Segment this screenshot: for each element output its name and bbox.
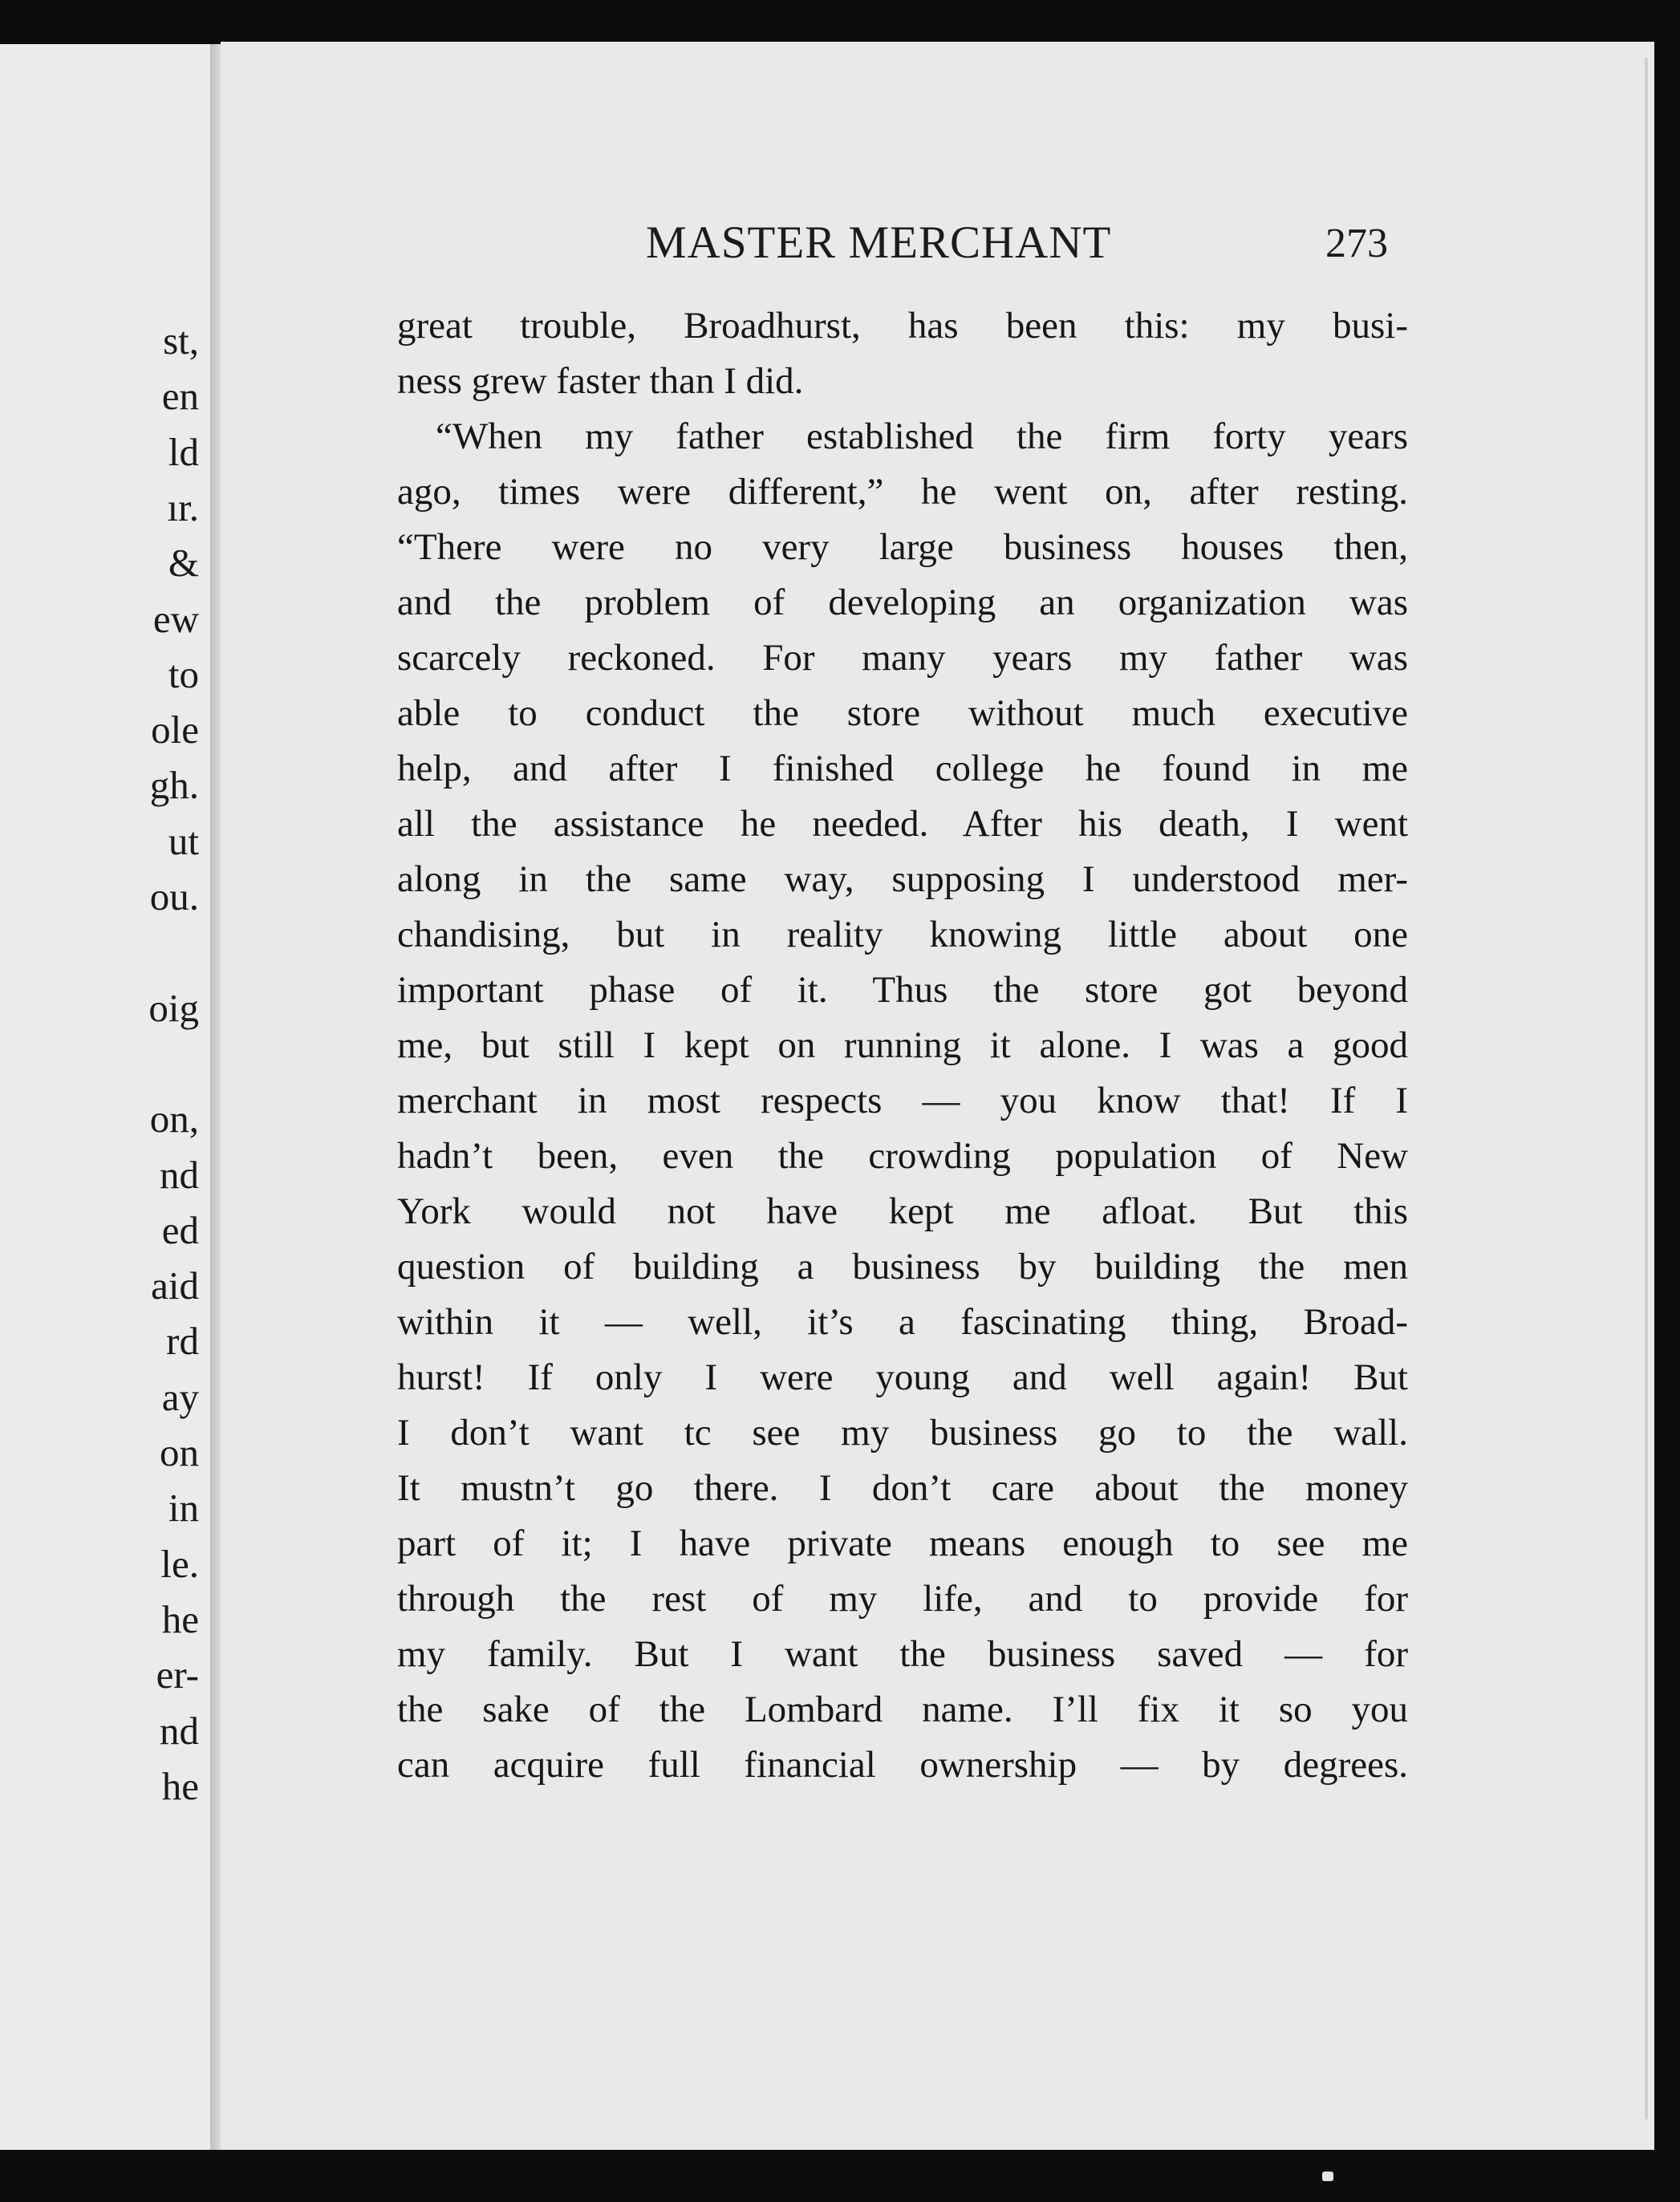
left-page-line-fragment: er- <box>156 1653 199 1697</box>
text-line: within it — well, it’s a fascinating thing, Broad- <box>397 1301 1408 1343</box>
text-line: chandising, but in reality knowing little about one <box>397 914 1408 955</box>
text-line: hurst! If only I were young and well again! But <box>397 1356 1408 1398</box>
right-page <box>221 42 1655 2150</box>
text-line: It mustn’t go there. I don’t care about the money <box>397 1467 1408 1509</box>
left-page-line-fragment: to <box>168 652 199 696</box>
page-edge <box>1645 58 1648 2119</box>
text-line: and the problem of developing an organization was <box>397 582 1408 623</box>
left-page-line-fragment: nd <box>160 1153 199 1197</box>
text-line: York would not have kept me afloat. But this <box>397 1190 1408 1232</box>
left-page-line-fragment: ld <box>168 430 199 474</box>
text-line: can acquire full financial ownership — by degrees. <box>397 1744 1408 1786</box>
left-page-line-fragment: on, <box>149 1097 199 1141</box>
left-page-line-fragment: & <box>168 541 199 585</box>
scan-speck <box>1322 2172 1333 2181</box>
text-line: important phase of it. Thus the store got beyond <box>397 969 1408 1011</box>
left-page-line-fragment: rd <box>166 1319 199 1363</box>
left-page-line-fragment: in <box>168 1486 199 1530</box>
text-line: hadn’t been, even the crowding population of New <box>397 1135 1408 1177</box>
left-page-line-fragment: nd <box>160 1709 199 1753</box>
scan-bottom-border <box>0 2150 1680 2202</box>
left-page-line-fragment: le. <box>160 1542 199 1586</box>
text-line: able to conduct the store without much executive <box>397 692 1408 734</box>
left-page-line-fragment: he <box>161 1764 199 1808</box>
text-line: “There were no very large business houses then, <box>397 526 1408 568</box>
left-page-line-fragment: on <box>160 1430 199 1474</box>
left-page-line-fragment: ay <box>161 1375 199 1419</box>
text-line: along in the same way, supposing I understood mer- <box>397 858 1408 900</box>
text-line: merchant in most respects — you know that! If I <box>397 1080 1408 1121</box>
text-line: great trouble, Broadhurst, has been this: my busi- <box>397 305 1408 347</box>
left-page-line-fragment: ed <box>161 1208 199 1252</box>
left-page-line-fragment: ole <box>151 708 199 752</box>
left-page-line-fragment: aid <box>151 1263 199 1308</box>
text-line: I don’t want tc see my business go to the wall. <box>397 1412 1408 1454</box>
text-line: help, and after I finished college he found in me <box>397 748 1408 789</box>
left-page-line-fragment: en <box>161 374 199 418</box>
text-line: the sake of the Lombard name. I’ll fix it so you <box>397 1689 1408 1730</box>
text-line: all the assistance he needed. After his death, I went <box>397 803 1408 845</box>
text-line: ago, times were different,” he went on, after resting. <box>397 471 1408 513</box>
text-line: question of building a business by building the men <box>397 1246 1408 1288</box>
left-page <box>0 44 217 2150</box>
left-page-line-fragment: st, <box>163 318 199 363</box>
left-page-line-fragment: he <box>161 1597 199 1641</box>
left-page-line-fragment: ut <box>168 819 199 863</box>
left-page-line-fragment: ır. <box>167 485 199 529</box>
running-head: MASTER MERCHANT <box>646 217 1112 268</box>
scan-right-border <box>1654 0 1680 2202</box>
text-line: ness grew faster than I did. <box>397 360 804 402</box>
text-line: me, but still I kept on running it alone. I was a good <box>397 1024 1408 1066</box>
text-line: my family. But I want the business saved — for <box>397 1633 1408 1675</box>
text-line: part of it; I have private means enough to see me <box>397 1523 1408 1564</box>
left-page-line-fragment: ew <box>152 597 199 641</box>
left-page-line-fragment: oig <box>148 986 199 1030</box>
text-line: “When my father established the firm forty years <box>436 416 1408 457</box>
page-number: 273 <box>1325 221 1388 266</box>
text-line: scarcely reckoned. For many years my father was <box>397 637 1408 679</box>
text-line: through the rest of my life, and to provide for <box>397 1578 1408 1620</box>
left-page-line-fragment: gh. <box>149 763 199 807</box>
left-page-line-fragment: ou. <box>149 874 199 919</box>
body-text <box>397 298 1408 1793</box>
